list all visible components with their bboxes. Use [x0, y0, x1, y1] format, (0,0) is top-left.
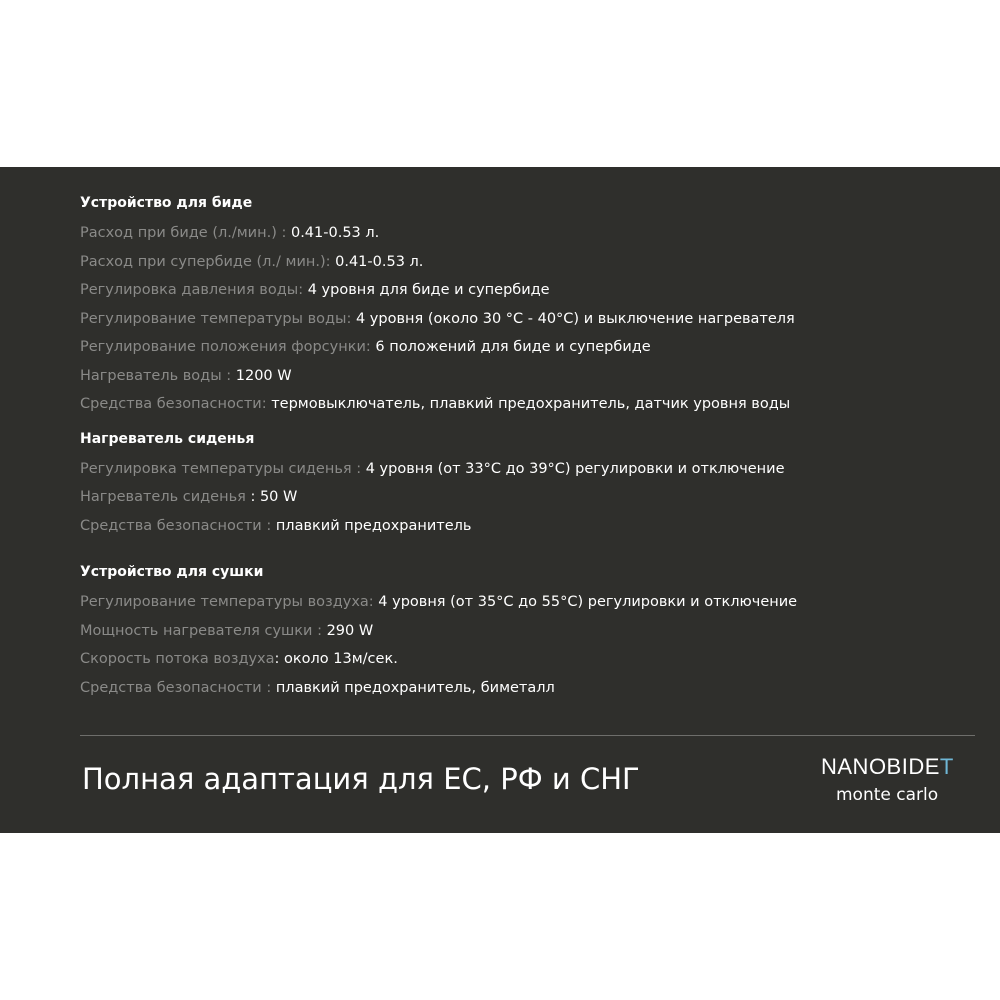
spec-row: [80, 455, 980, 484]
spec-value: : около 13м/сек.: [274, 651, 398, 667]
spec-row: [80, 248, 980, 277]
spec-row: [80, 219, 980, 248]
logo-brand-last: T: [939, 754, 954, 779]
spec-label: Скорость потока воздуха: [80, 651, 275, 667]
spec-row: [80, 333, 980, 362]
logo-brand-main: NANOBIDE: [821, 754, 940, 779]
section-bidet: [80, 193, 980, 419]
spec-row: [80, 276, 980, 305]
spec-row: [80, 512, 980, 541]
spec-label: Расход при супербиде (л./ мин.):: [80, 253, 336, 270]
section-title: Нагреватель сиденья: [80, 430, 255, 447]
nanobidet-logo-icon: [800, 750, 980, 810]
spec-label: Регулирование температуры воздуха:: [80, 594, 379, 610]
spec-row: [80, 483, 980, 512]
spec-value: 290 W: [326, 622, 374, 639]
spec-panel: [0, 167, 1000, 833]
spec-value: 4 уровня (от 33°C до 39°C) регулировки и отключение: [365, 460, 785, 477]
spec-label: Нагреватель воды :: [80, 367, 236, 384]
spec-value: 1200 W: [235, 367, 292, 384]
spec-value: 4 уровня для биде и супербиде: [307, 282, 550, 298]
spec-row: [80, 645, 980, 674]
spec-value: : 50 W: [250, 489, 298, 505]
section-title: Устройство для сушки: [80, 564, 264, 580]
spec-row: [80, 305, 980, 334]
spec-label: Нагреватель сиденья: [80, 489, 251, 505]
spec-label: Регулировка давления воды:: [80, 282, 308, 298]
spec-label: Мощность нагревателя сушки :: [80, 622, 327, 639]
spec-label: Средства безопасности :: [80, 679, 276, 696]
logo-brand-text: [821, 754, 954, 779]
spec-label: Расход при биде (л./мин.) :: [80, 225, 291, 241]
spec-label: Регулирование положения форсунки:: [80, 339, 376, 355]
spec-label: Регулирование температуры воды:: [80, 310, 356, 327]
spec-value: 4 уровня (от 35°C до 55°C) регулировки и отключение: [378, 594, 798, 610]
spec-value: 0.41-0.53 л.: [290, 225, 380, 241]
footer-slogan: Полная адаптация для ЕС, РФ и СНГ: [82, 762, 640, 796]
spec-value: 4 уровня (около 30 °C - 40°C) и выключение нагревателя: [355, 310, 795, 327]
spec-content: [80, 193, 980, 702]
spec-value: 0.41-0.53 л.: [335, 253, 424, 270]
spec-row: [80, 674, 980, 703]
section-seat-heater: [80, 429, 980, 541]
spec-row: [80, 588, 980, 617]
spec-row: [80, 362, 980, 391]
spec-label: Регулировка температуры сиденья :: [80, 460, 366, 477]
spec-value: термовыключатель, плавкий предохранитель, датчик уровня воды: [271, 396, 791, 412]
spec-value: 6 положений для биде и супербиде: [375, 339, 651, 355]
section-title: Устройство для биде: [80, 195, 253, 211]
divider: [80, 735, 975, 736]
spec-label: Средства безопасности:: [80, 396, 272, 412]
spec-row: [80, 390, 980, 419]
spec-label: Средства безопасности :: [80, 517, 276, 534]
brand-logo: [800, 750, 980, 810]
spec-value: плавкий предохранитель, биметалл: [275, 679, 555, 696]
section-dryer: [80, 562, 980, 702]
logo-subline: monte carlo: [836, 785, 939, 805]
spec-row: [80, 617, 980, 646]
spec-value: плавкий предохранитель: [275, 517, 472, 534]
